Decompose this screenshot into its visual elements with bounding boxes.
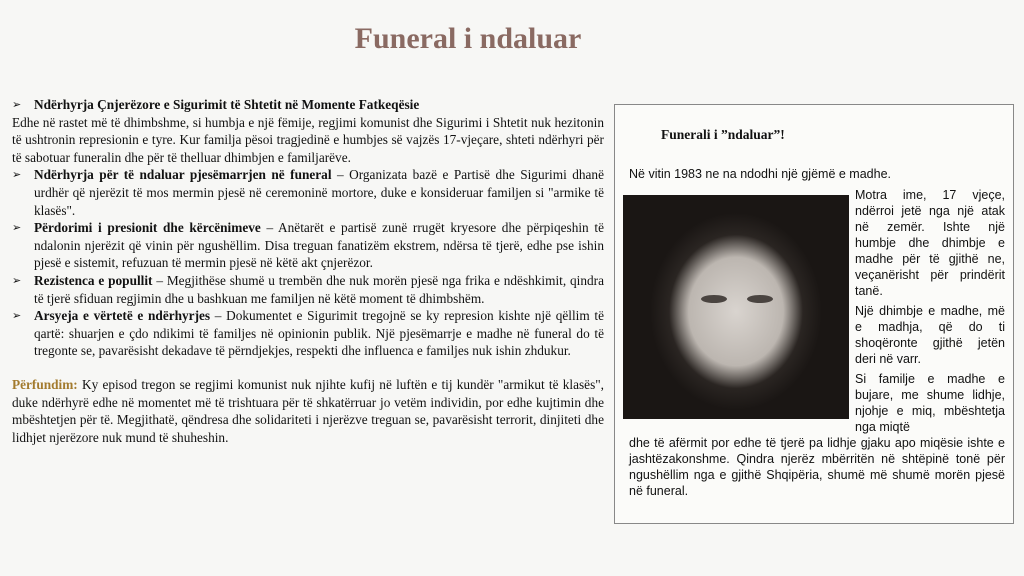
bullet-item: [12, 272, 604, 307]
bullet-item: [12, 166, 604, 219]
bullet-heading: Përdorimi i presionit dhe kërcënimeve: [34, 220, 261, 236]
box-paragraph: Motra ime, 17 vjeçe, ndërroi jetë nga një atak në zemër. Ishte një humbje dhe dhimbje e madhe për të gjithë ne, veçanërisht për prindërit tanë.: [855, 188, 1005, 298]
arrow-bullet-icon: ➢: [12, 309, 22, 323]
intro-bullet: [12, 96, 604, 114]
portrait-photo: [623, 195, 849, 419]
arrow-bullet-icon: ➢: [12, 168, 22, 182]
box-title: Funerali i ”ndaluar”!: [661, 127, 785, 142]
bullet-text: – Organizata bazë e Partisë dhe Sigurimi dhanë urdhër që njerëzit të mos mermin pjesë në ceremoninë mortore, duke e konsideruar familjen si "armike të klasës".: [34, 167, 604, 218]
box-paragraph: Një dhimbje e madhe, më e madhja, që do ti shoqëronte gjithë jetën deri në varr.: [855, 304, 1005, 366]
intro-heading: Ndërhyrja Çnjerëzore e Sigurimit të Shtetit në Momente Fatkeqësie: [34, 97, 420, 112]
box-side-text: [855, 187, 1005, 439]
arrow-bullet-icon: ➢: [12, 273, 22, 287]
arrow-bullet-icon: ➢: [12, 98, 22, 111]
bullet-item: [12, 219, 604, 272]
bullet-text: – Anëtarët e partisë zunë rrugët kryesore dhe përpiqeshin të ndalonin njerëzit që vinin për ngushëllim. Disa treguan fanatizëm ekstrem, ndërsa të tjerë, edhe pse ishin pjesë e sistemit, refuzuan të mermin pjesë në këtë akt çnjerëzor.: [34, 220, 604, 271]
conclusion: [12, 376, 604, 446]
eye-shape: [701, 295, 727, 303]
bullet-heading: Arsyeja e vërtetë e ndërhyrjes: [34, 308, 211, 324]
bullet-heading: Ndërhyrja për të ndaluar pjesëmarrjen në funeral: [34, 167, 332, 183]
conclusion-label: Përfundim:: [12, 376, 78, 392]
box-bottom-text: dhe të afërmit por edhe të tjerë pa lidhje gjaku apo miqësie ishte e jashtëzakonshme. Qindra njerëz mbërritën në shtëpinë tonë për ngushëllim nga e gjithë Shqipëria, shumë më shumë morën pjesë në funeral.: [629, 436, 1005, 498]
arrow-bullet-icon: ➢: [12, 221, 22, 235]
eye-shape: [747, 295, 773, 303]
bullet-item: [12, 307, 604, 360]
bullet-text: – Dokumentet e Sigurimit tregojnë se ky represion kishte një qëllim të qartë: shuarjen e çdo ndikimi të familjes në opinionin publik. Një pjesëmarrje e madhe në funeral do të tregonte se, pavarësisht dekadave të përndjekjes, respekti dhe influenca e familjes nuk ishin zhdukur.: [34, 308, 605, 359]
intro-paragraph: Edhe në rastet më të dhimbshme, si humbja e një fëmije, regjimi komunist dhe Sigurimi i Shtetit nuk hezitonin të ushtronin represionin e tyre. Kur familja pësoi tragjedinë e humbjes së vajzës 17-vjeçare, shteti ndërhyri për të sabotuar funeralin dhe për të thelluar dhimbjen e familjarëve.: [12, 114, 604, 165]
main-text: [12, 96, 604, 446]
box-paragraph: Si familje e madhe e bujare, me shume lidhje, njohje e miq, mbështetja nga miqtë: [855, 372, 1005, 434]
bullet-text: – Megjithëse shumë u trembën dhe nuk morën pjesë nga frika e ndëshkimit, qindra të tjerë sfiduan regjimin dhe u bashkuan me familjen në këtë moment të dhimbshëm.: [34, 272, 604, 306]
conclusion-text: Ky episod tregon se regjimi komunist nuk njihte kufij në luftën e tij kundër "armikut të klasës", duke ndërhyrë edhe në momentet më të trishtuara për të shkatërruar jo vetëm individin, por edhe kujtimin dhe mbështetjen për të. Megjithatë, qëndresa dhe solidariteti i njerëzve treguan se, pavarësisht terrorit, dinjiteti dhe lidhjet njerëzore nuk mund të shuheshin.: [12, 376, 604, 445]
page-title: Funeral i ndaluar: [354, 22, 582, 55]
box-intro: Në vitin 1983 ne na ndodhi një gjëmë e madhe.: [629, 167, 891, 181]
bullet-heading: Rezistenca e popullit: [34, 272, 153, 288]
testimony-box: [614, 104, 1014, 524]
